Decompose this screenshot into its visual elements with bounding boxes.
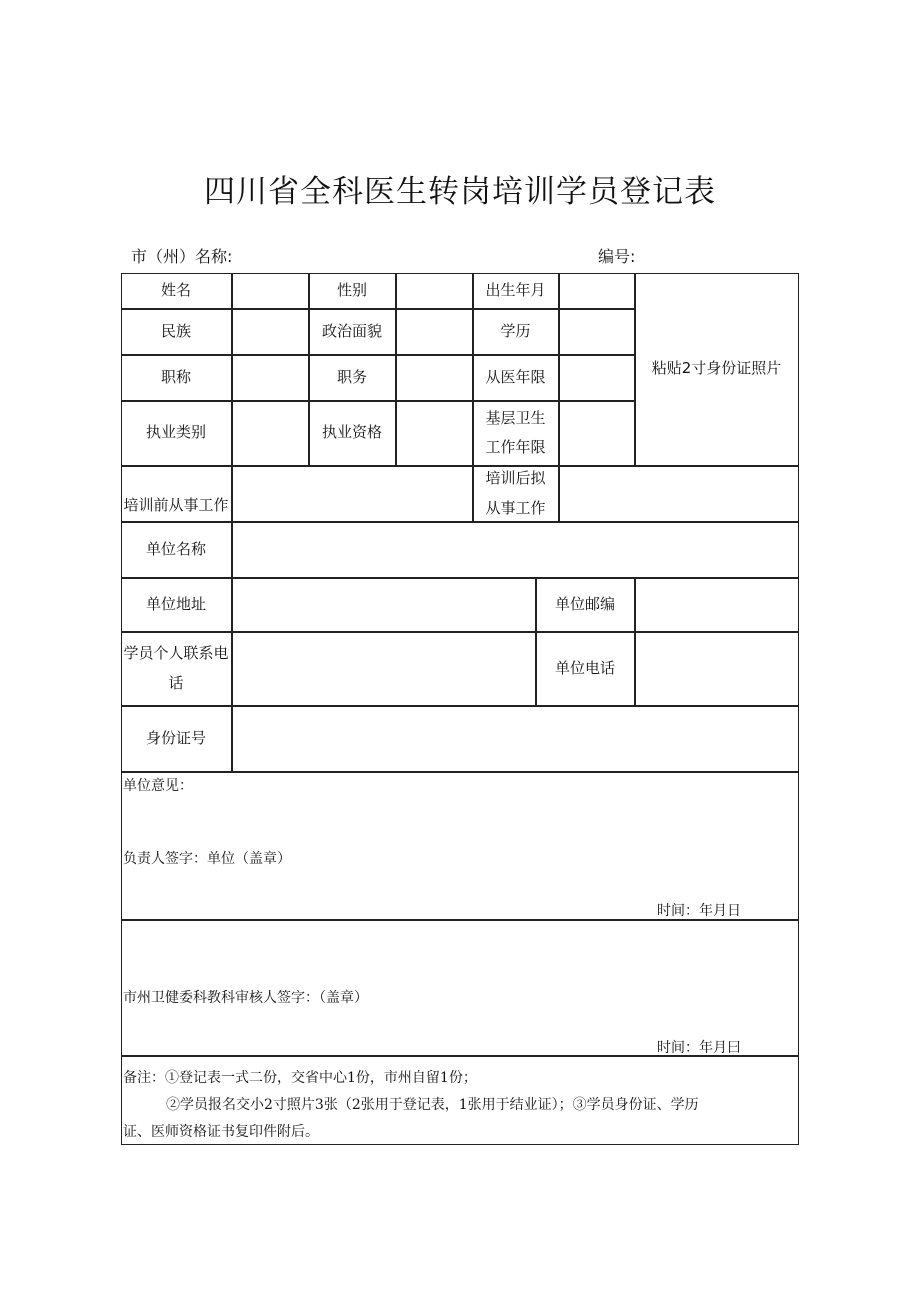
position-label: 职务 bbox=[309, 355, 396, 401]
name-label: 姓名 bbox=[121, 273, 232, 309]
number-label: 编号: bbox=[598, 247, 636, 266]
primary-years-label bbox=[473, 401, 559, 466]
gender-label: 性别 bbox=[309, 273, 396, 309]
unit-address-field[interactable] bbox=[232, 578, 536, 632]
years-med-label: 从医年限 bbox=[473, 355, 559, 401]
unit-name-label: 单位名称 bbox=[121, 522, 232, 578]
unit-postcode-label: 单位邮编 bbox=[536, 578, 635, 632]
unit-opinion-signature: 负责人签字：单位（盖章） bbox=[123, 851, 291, 867]
personal-phone-line1: 学员个人联系电 bbox=[123, 644, 229, 663]
unit-opinion-label: 单位意见： bbox=[123, 778, 193, 794]
political-label: 政治面貌 bbox=[309, 309, 396, 355]
title-field[interactable] bbox=[232, 355, 309, 401]
after-work-line1: 培训后拟 bbox=[485, 469, 546, 488]
form-title: 四川省全科医生转岗培训学员登记表 bbox=[204, 174, 716, 210]
personal-phone-label bbox=[121, 632, 232, 706]
education-label: 学历 bbox=[473, 309, 559, 355]
notes-line-3: 证、医师资格证书复印件附后。 bbox=[123, 1124, 319, 1140]
personal-phone-field[interactable] bbox=[232, 632, 536, 706]
primary-years-line2: 工作年限 bbox=[485, 438, 546, 456]
ethnicity-label: 民族 bbox=[121, 309, 232, 355]
notes-line-1: 备注：①登记表一式二份，交省中心1份，市州自留1份； bbox=[123, 1070, 477, 1086]
before-work-label: 培训前从事工作 bbox=[121, 466, 232, 522]
unit-phone-label: 单位电话 bbox=[536, 632, 635, 706]
unit-name-field[interactable] bbox=[232, 522, 799, 578]
education-field[interactable] bbox=[559, 309, 635, 355]
ethnicity-field[interactable] bbox=[232, 309, 309, 355]
birth-field[interactable] bbox=[559, 273, 635, 309]
primary-years-line1: 基层卫生 bbox=[485, 408, 546, 427]
notes-line-2: ②学员报名交小2寸照片3张（2张用于登记表，1张用于结业证）；③学员身份证、学历 bbox=[166, 1097, 699, 1113]
unit-opinion-section[interactable] bbox=[121, 772, 799, 920]
gender-field[interactable] bbox=[396, 273, 473, 309]
practice-qualification-field[interactable] bbox=[396, 401, 473, 466]
before-work-field[interactable] bbox=[232, 466, 473, 522]
after-work-field[interactable] bbox=[559, 466, 799, 522]
unit-phone-field[interactable] bbox=[635, 632, 799, 706]
name-field[interactable] bbox=[232, 273, 309, 309]
after-work-label bbox=[473, 466, 559, 522]
primary-years-field[interactable] bbox=[559, 401, 635, 466]
unit-postcode-field[interactable] bbox=[635, 578, 799, 632]
years-med-field[interactable] bbox=[559, 355, 635, 401]
after-work-line2: 从事工作 bbox=[485, 498, 546, 517]
unit-address-label: 单位地址 bbox=[121, 578, 232, 632]
title-label: 职称 bbox=[121, 355, 232, 401]
review-date: 时间：年月曰 bbox=[657, 1040, 741, 1056]
photo-area[interactable]: 粘贴2寸身份证照片 bbox=[635, 273, 799, 466]
city-label: 市（州）名称: bbox=[131, 247, 233, 266]
id-number-field[interactable] bbox=[232, 706, 799, 772]
unit-opinion-date: 时间：年月日 bbox=[657, 903, 741, 919]
birth-label: 出生年月 bbox=[473, 273, 559, 309]
political-field[interactable] bbox=[396, 309, 473, 355]
review-signature: 市州卫健委科教科审核人签字：（盖章） bbox=[123, 990, 368, 1006]
personal-phone-line2: 话 bbox=[168, 673, 184, 692]
practice-category-label: 执业类别 bbox=[121, 401, 232, 466]
practice-qualification-label: 执业资格 bbox=[309, 401, 396, 466]
id-number-label: 身份证号 bbox=[121, 706, 232, 772]
practice-category-field[interactable] bbox=[232, 401, 309, 466]
position-field[interactable] bbox=[396, 355, 473, 401]
